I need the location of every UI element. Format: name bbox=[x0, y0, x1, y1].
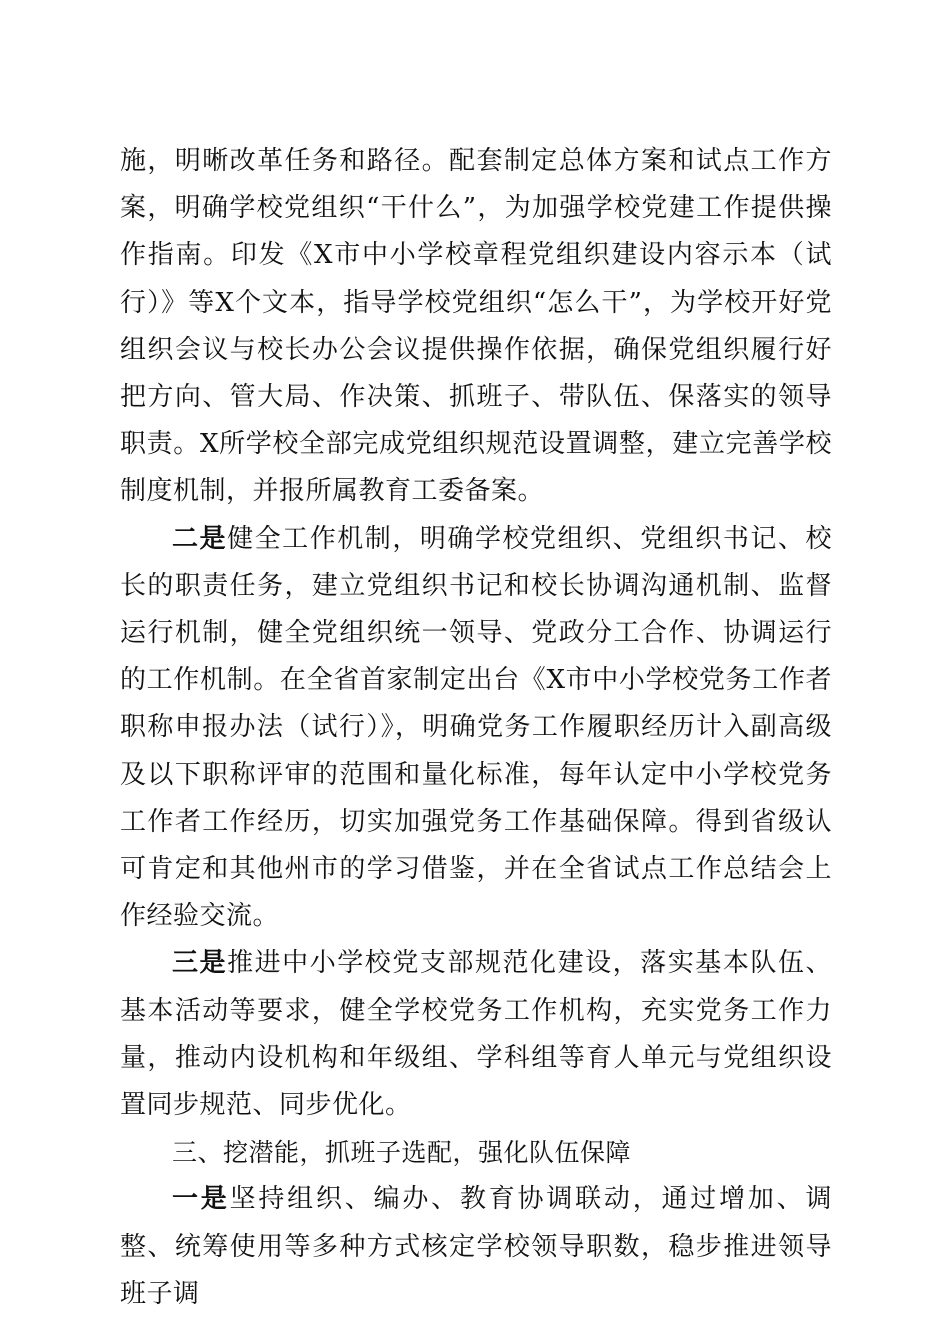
paragraph-lead: 二是 bbox=[172, 523, 228, 554]
paragraph-item-3 bbox=[120, 940, 832, 1129]
paragraph-text: 推进中小学校党支部规范化建设，落实基本队伍、基本活动等要求，健全学校党务工作机构，充实党务工作力量，推动内设机构和年级组、学科组等育人单元与党组织设置同步规范、同步优化。 bbox=[120, 948, 832, 1121]
paragraph-text: 健全工作机制，明确学校党组织、党组织书记、校长的职责任务，建立党组织书记和校长协调沟通机制、监督运行机制，健全党组织统一领导、党政分工合作、协调运行的工作机制。在全省首家制定出台《X市中小学校党务工作者职称申报办法（试行）》，明确党务工作履职经历计入副高级及以下职称评审的范围和量化标准，每年认定中小学校党务工作者工作经历，切实加强党务工作基础保障。得到省级认可肯定和其他州市的学习借鉴，并在全省试点工作总结会上作经验交流。 bbox=[120, 523, 832, 932]
paragraph-text: 施，明晰改革任务和路径。配套制定总体方案和试点工作方案，明确学校党组织“干什么”，为加强学校党建工作提供操作指南。印发《X市中小学校章程党组织建设内容示本（试行）》等X个文本，指导学校党组织“怎么干”，为学校开好党组织会议与校长办公会议提供操作依据，确保党组织履行好把方向、管大局、作决策、抓班子、带队伍、保落实的领导职责。X所学校全部完成党组织规范设置调整，建立完善学校制度机制，并报所属教育工委备案。 bbox=[120, 146, 832, 507]
paragraph-item-1 bbox=[120, 1176, 832, 1318]
document-body bbox=[120, 138, 832, 1318]
paragraph-lead: 三是 bbox=[172, 948, 228, 979]
section-heading: 三、挖潜能，抓班子选配，强化队伍保障 bbox=[172, 1138, 632, 1168]
paragraph-continuation bbox=[120, 138, 832, 516]
paragraph-lead: 一是 bbox=[172, 1184, 230, 1215]
paragraph-item-2 bbox=[120, 516, 832, 941]
paragraph-text: 坚持组织、编办、教育协调联动，通过增加、调整、统筹使用等多种方式核定学校领导职数，稳步推进领导班子调 bbox=[120, 1184, 832, 1309]
